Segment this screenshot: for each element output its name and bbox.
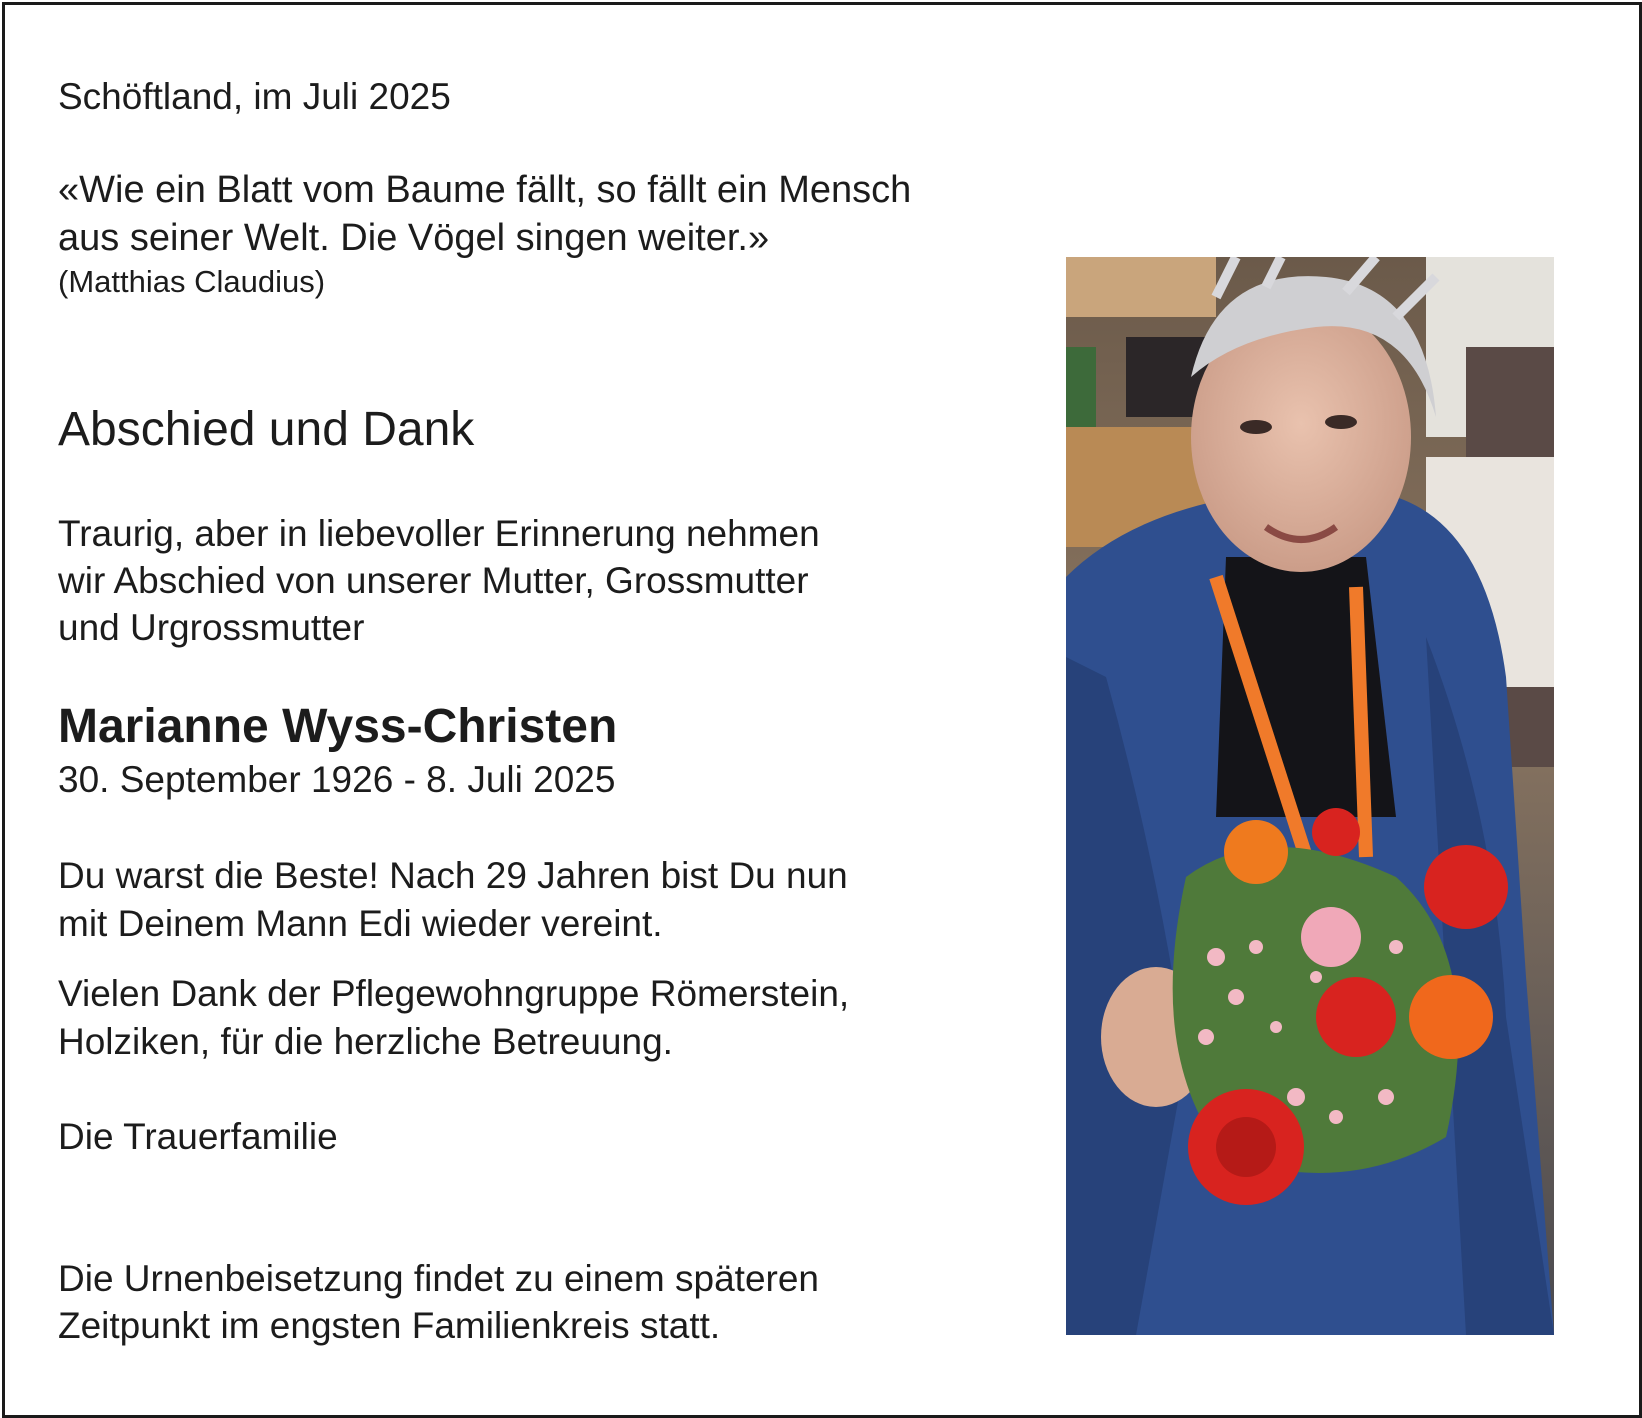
portrait-illustration [1066, 257, 1554, 1335]
quote-author: (Matthias Claudius) [58, 264, 326, 299]
thanks-text: Vielen Dank der Pflegewohngruppe Römerstein, Holziken, für die herzliche Betreuung. [58, 973, 850, 1062]
life-dates: 30. September 1926 - 8. Juli 2025 [58, 759, 616, 800]
burial-text: Die Urnenbeisetzung findet zu einem späteren Zeitpunkt im engsten Familienkreis statt. [58, 1258, 820, 1346]
quote: «Wie ein Blatt vom Baume fällt, so fällt ein Mensch aus seiner Welt. Die Vögel singen weiter.» [58, 169, 912, 259]
portrait-photo [1066, 257, 1554, 1335]
tribute-text: Du warst die Beste! Nach 29 Jahren bist Du nun mit Deinem Mann Edi wieder vereint. [58, 855, 848, 944]
heading: Abschied und Dank [58, 403, 475, 456]
deceased-name: Marianne Wyss-Christen [58, 700, 618, 753]
place-date: Schöftland, im Juli 2025 [58, 76, 451, 117]
intro-text: Traurig, aber in liebevoller Erinnerung nehmen wir Abschied von unserer Mutter, Grossmutter und Urgrossmutter [58, 513, 820, 648]
signature: Die Trauerfamilie [58, 1116, 338, 1157]
